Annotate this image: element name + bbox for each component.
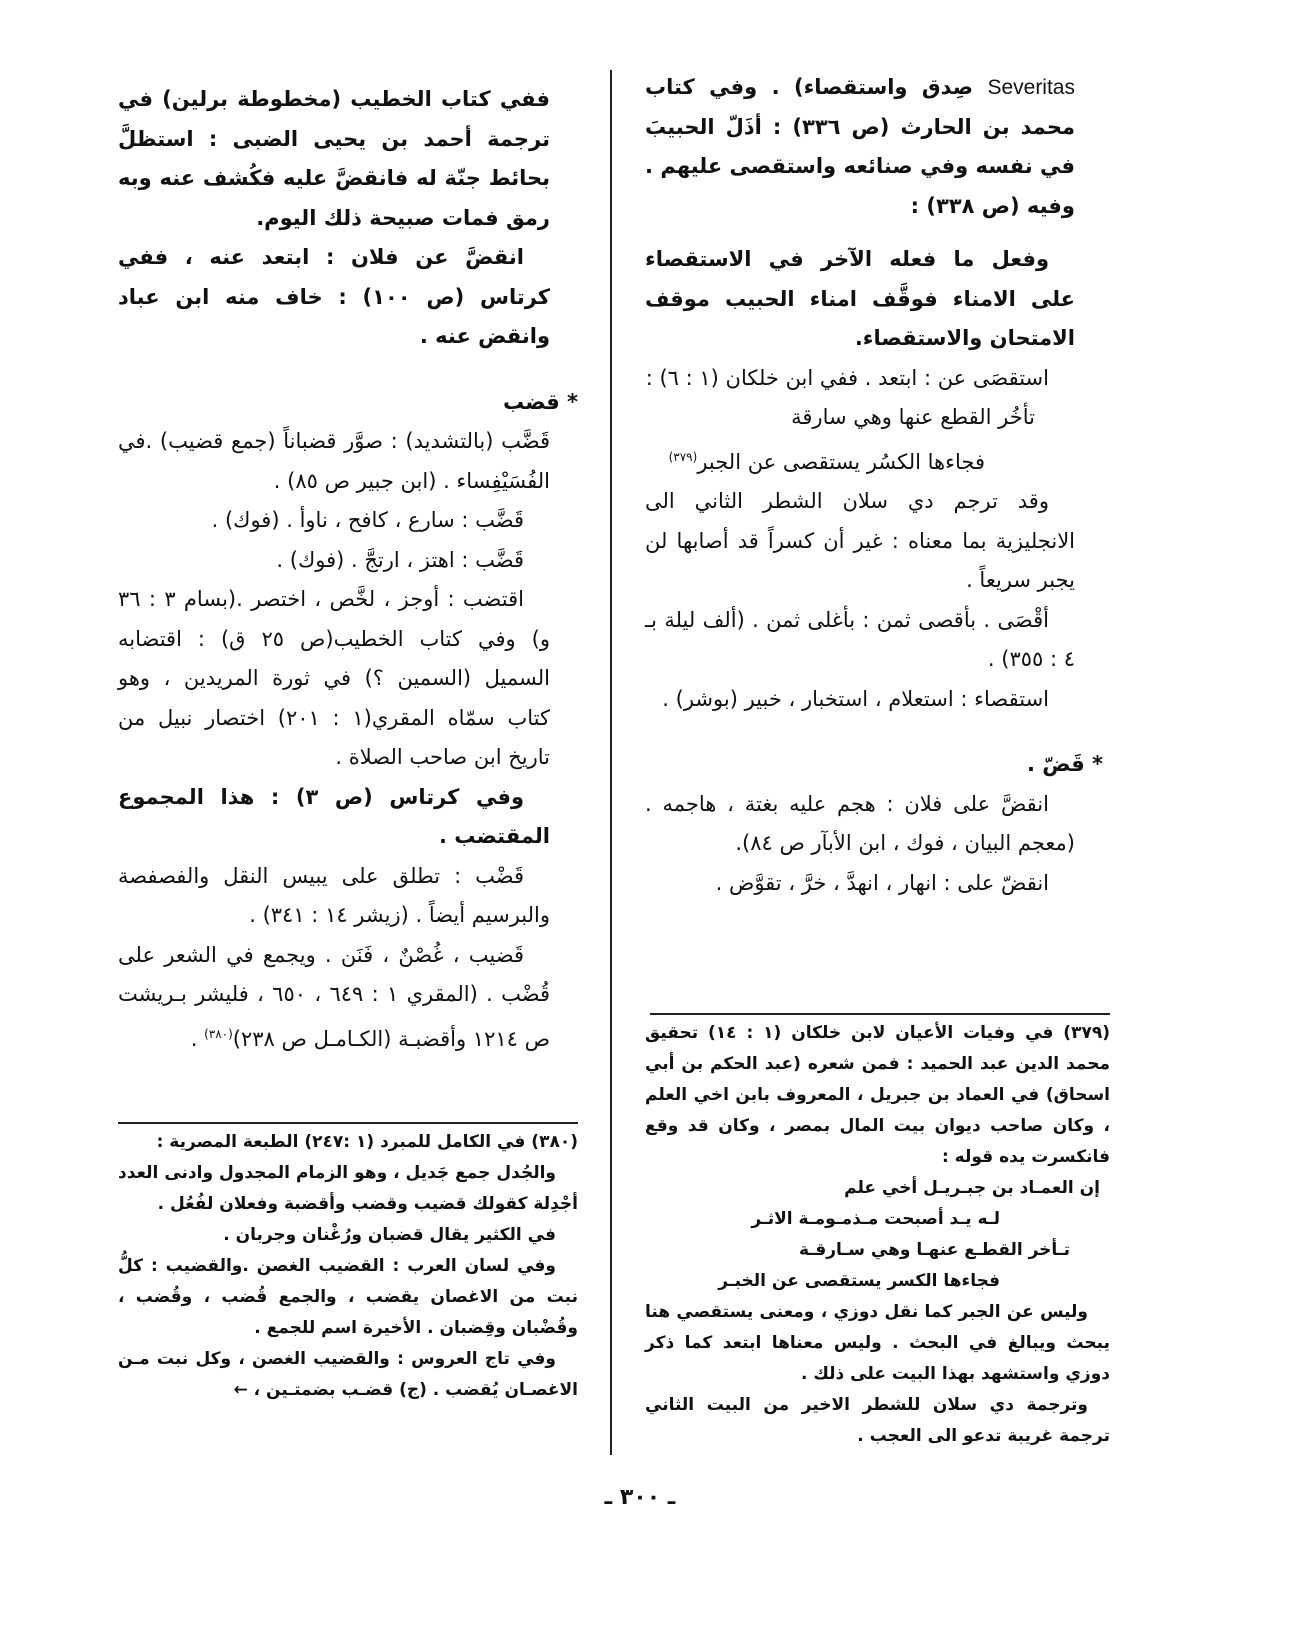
text-paragraph: وفعل ما فعله الآخر في الاستقصاء على الامناء فوقَّف امناء الحبيب موقف الامتحان والاستقصاء.	[645, 247, 1075, 350]
text-paragraph: ففي كتاب الخطيب (مخطوطة برلين) في ترجمة أحمد بن يحيى الضبى : استظلَّ بحائط جنّة له فانقضَّ عليه فكُشف عنه وبه رمق فمات صبيحة ذلك اليوم.	[118, 87, 550, 230]
verse-line: فجاءها الكسُر يستقصى عن الجبر$^{(٣٧٩)}$	[668, 449, 985, 474]
text-paragraph: قَضيب ، غُصْنٌ ، فَنَن . ويجمع في الشعر على قُضْب . (المقري ١ : ٦٤٩ ، ٦٥٠ ، فليشر بـريشت ص ١٢١٤ وأقضبـة (الكـامـل ص ٢٣٨)$^{(٣٨٠)}$ .	[118, 942, 550, 1051]
text-paragraph: انقضّ على : انهار ، انهدَّ ، خرَّ ، تقوَّض .	[715, 870, 1049, 895]
text-paragraph: قَضَّب : سارع ، كافح ، ناوأ . (فوك) .	[211, 508, 524, 532]
footnote-rule	[118, 1122, 578, 1124]
footnote-text: (٣٨٠) في الكامل للمبرد (١ :٢٤٧) الطبعة المصرية :	[156, 1132, 578, 1152]
text-paragraph: استقصاء : استعلام ، استخبار ، خبير (بوشر) .	[662, 686, 1049, 711]
text-paragraph: انقضَّ عن فلان : ابتعد عنه ، ففي كرتاس (ص ١٠٠) : خاف منه ابن عباد وانقض عنه .	[118, 245, 550, 348]
text-paragraph: استقصَى عن : ابتعد . ففي ابن خلكان (١ : ٦) :	[645, 365, 1049, 390]
footnote-text: وترجمة دي سلان للشطر الاخير من البيت الثاني ترجمة غريبة تدعو الى العجب .	[645, 1395, 1110, 1446]
footnote-verse: إن العمـاد بن جبـريـل أخي علم	[844, 1178, 1100, 1198]
entry-heading: * قَضّ .	[1027, 752, 1103, 776]
text-paragraph: أقْصَى . بأقصى ثمن : بأغلى ثمن . (ألف ليلة بـ ٤ : ٣٥٥) .	[645, 607, 1075, 671]
footnote-379	[645, 1018, 1110, 1452]
footnote-380	[118, 1127, 578, 1406]
text-paragraph: وقد ترجم دي سلان الشطر الثاني الى الانجليزية بما معناه : غير أن كسراً قد أصابها لن يجبر سريعاً .	[645, 489, 1075, 592]
footnote-verse: لـه يـد أصبحت مـذمـومـة الاثـر	[751, 1209, 1000, 1229]
footnote-text: (٣٧٩) في وفيات الأعيان لابن خلكان (١ : ١٤) تحقيق محمد الدين عبد الحميد : فمن شعره (عبد الحكم بن أبي اسحاق) في العماد بن جبريل ، المعروف بابن اخي العلم ، وكان صاحب ديوان بيت المال بمصر ، وكان قد وقع فانكسرت يده قوله :	[645, 1023, 1110, 1167]
footnote-text: في الكثير يقال قضبان ورُغْنان وجربان .	[223, 1225, 556, 1245]
footnote-text: وفي لسان العرب : القضيب الغصن .والقضيب : كلُّ نبت من الاغصان يقضب ، والجمع قُضب ، وقُضب ، وقُضْبان وقِضبان . الأخيرة اسم للجمع .	[118, 1256, 578, 1338]
text-paragraph: اقتضب : أوجز ، لخَّص ، اختصر .(بسام ٣ : ٣٦ و) وفي كتاب الخطيب(ص ٢٥ ق) : اقتضابه السميل (السمين ؟) في ثورة المريدين ، وهو كتاب سمّاه المقري(١ : ٢٠١) اختصار نبيل من تاريخ ابن صاحب الصلاة .	[118, 587, 550, 769]
left-column	[118, 80, 578, 1059]
text-paragraph: قَضْب : تطلق على يبيس النقل والفصفصة والبرسيم أيضاً . (زيشر ١٤ : ٣٤١) .	[118, 863, 550, 927]
footnote-text: وليس عن الجبر كما نقل دوزي ، ومعنى يستقصي هنا يبحث ويبالغ في البحث . وليس معناها ابتعد كما ذكر دوزي واستشهد بهذا البيت على ذلك .	[645, 1302, 1110, 1384]
text-paragraph: وفي كرتاس (ص ٣) : هذا المجموع المقتضب .	[118, 784, 550, 848]
text-paragraph: Severitas صِدق واستقصاء) . وفي كتاب محمد بن الحارث (ص ٣٣٦) : أذَلّ الحبيبَ في نفسه وفي صنائعه واستقصى عليهم . وفيه (ص ٣٣٨) :	[645, 75, 1076, 218]
footnote-text: والجُدل جمع جَديل ، وهو الزمام المجدول وادنى العدد أجْدِلة كقولك قضيب وقضب وأقضبة وفعلان لفُعُل .	[118, 1163, 578, 1214]
page-number: ـ ٣٠٠ ـ	[604, 1485, 676, 1510]
footnote-ref: (٣٨٠)	[204, 1026, 233, 1041]
verse-line: تأخُر القطع عنها وهي سارقة	[791, 405, 1035, 429]
footnote-ref: (٣٧٩)	[668, 449, 698, 464]
text-paragraph: انقضَّ على فلان : هجم عليه بغتة ، هاجمه . (معجم البيان ، فوك ، ابن الأبآر ص ٨٤).	[645, 791, 1075, 855]
column-divider	[610, 70, 612, 1455]
right-column	[645, 68, 1103, 903]
footnote-rule	[650, 1013, 1110, 1015]
footnote-text: وفي تاج العروس : والقضيب الغصن ، وكل نبت مـن الاغصـان يُقضب . (ج) قضـب بضمتـين ، ←	[118, 1349, 578, 1400]
footnote-verse: فجاءها الكسر يستقصى عن الخبـر	[718, 1271, 1000, 1291]
text-paragraph: قَضَّب : اهتز ، ارتجَّ . (فوك) .	[276, 547, 524, 572]
text-paragraph: قَضَّب (بالتشديد) : صوَّر قضباناً (جمع قضيب) .في الفُسَيْفِساء . (ابن جبير ص ٨٥) .	[118, 429, 550, 493]
entry-heading: * قضب	[503, 389, 578, 414]
footnote-verse: تـأخر القطـع عنهـا وهي سـارقـة	[799, 1240, 1070, 1260]
